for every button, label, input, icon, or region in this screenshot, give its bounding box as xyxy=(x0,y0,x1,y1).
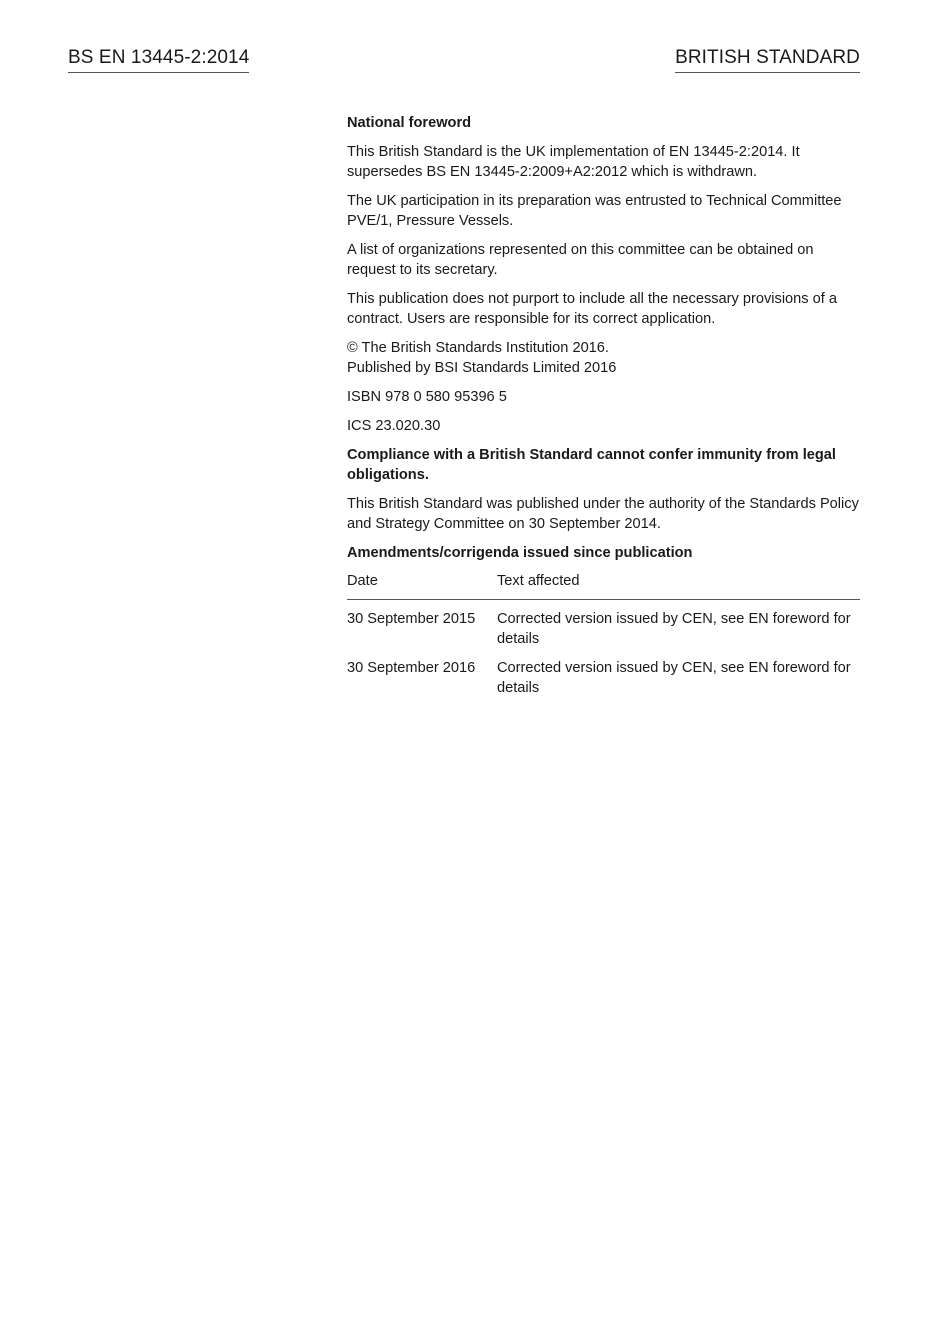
authority-statement: This British Standard was published under the authority of the Standards Policy and Strategy Committee on 30 September 2014. xyxy=(347,496,859,532)
table-row xyxy=(347,658,860,707)
amendments-title: Amendments/corrigenda issued since publication xyxy=(347,545,693,561)
ics-code: ICS 23.020.30 xyxy=(347,418,441,434)
amendment-date: 30 September 2015 xyxy=(347,611,476,627)
document-type: BRITISH STANDARD xyxy=(675,45,860,73)
copyright-line-2: Published by BSI Standards Limited 2016 xyxy=(347,360,617,376)
compliance-statement: Compliance with a British Standard cannot confer immunity from legal obligations. xyxy=(347,447,836,483)
amendments-table xyxy=(347,571,860,707)
isbn: ISBN 978 0 580 95396 5 xyxy=(347,389,507,405)
amendments-header-row xyxy=(347,571,860,600)
foreword-paragraph-1: This British Standard is the UK implementation of EN 13445-2:2014. It supersedes BS EN 13445-2:2009+A2:2012 which is withdrawn. xyxy=(347,144,800,180)
column-header-date: Date xyxy=(347,571,497,600)
amendment-text: Corrected version issued by CEN, see EN foreword for details xyxy=(497,611,851,647)
table-row xyxy=(347,600,860,659)
foreword-paragraph-3: A list of organizations represented on this committee can be obtained on request to its secretary. xyxy=(347,242,814,278)
copyright-line-1: © The British Standards Institution 2016. xyxy=(347,340,609,356)
national-foreword xyxy=(347,113,860,707)
document-id: BS EN 13445-2:2014 xyxy=(68,45,249,73)
amendment-date: 30 September 2016 xyxy=(347,660,476,676)
foreword-paragraph-4: This publication does not purport to include all the necessary provisions of a contract. Users are responsible for its correct application. xyxy=(347,291,837,327)
column-header-text-affected: Text affected xyxy=(497,571,860,600)
foreword-title: National foreword xyxy=(347,115,472,131)
amendment-text: Corrected version issued by CEN, see EN foreword for details xyxy=(497,660,851,696)
foreword-paragraph-2: The UK participation in its preparation was entrusted to Technical Committee PVE/1, Pressure Vessels. xyxy=(347,193,842,229)
copyright-notice xyxy=(347,338,860,378)
